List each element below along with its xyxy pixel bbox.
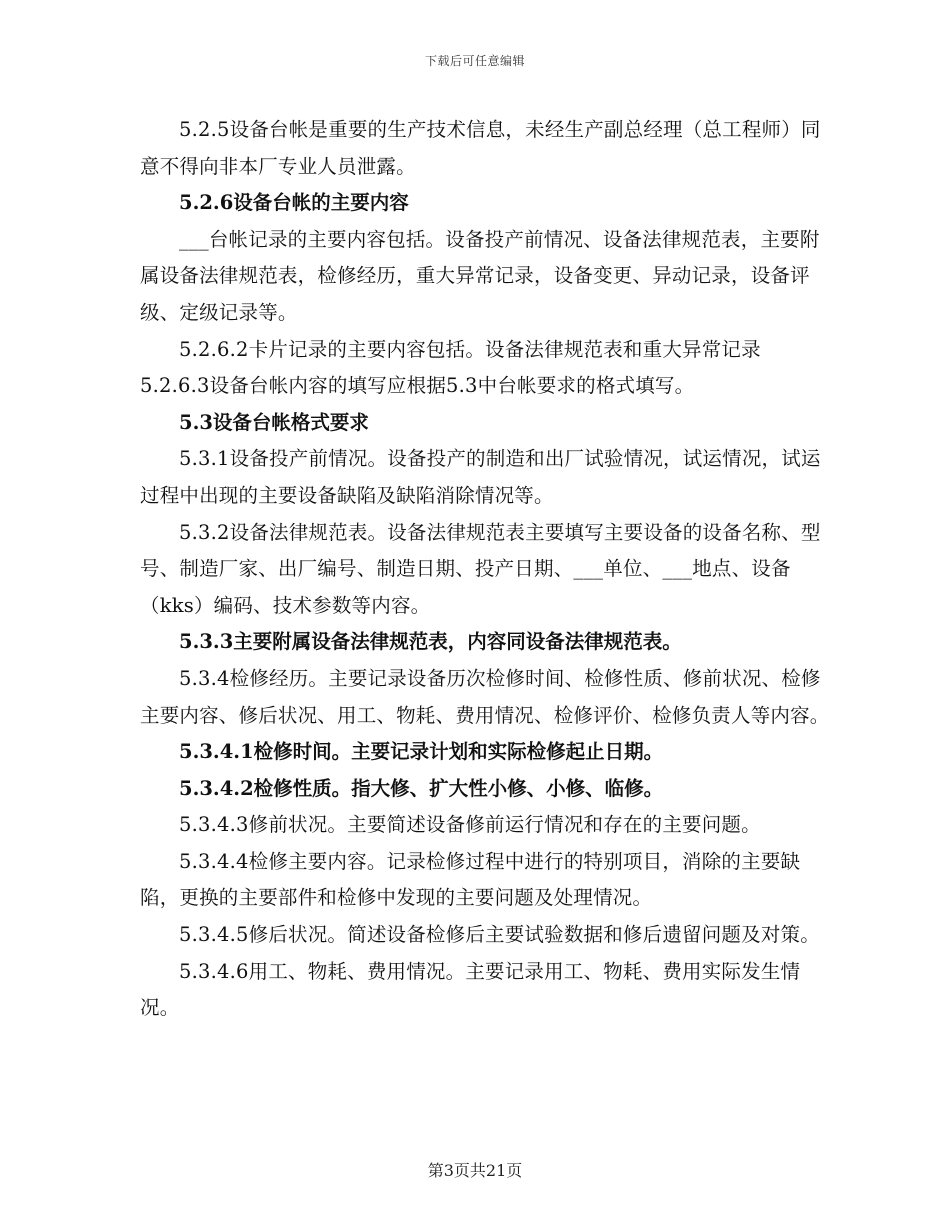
paragraph-5-3-1: 5.3.1设备投产前情况。设备投产的制造和出厂试验情况，试运情况，试运过程中出现的主要设备缺陷及缺陷消除情况等。 (140, 447, 821, 507)
document-body (140, 112, 830, 1027)
paragraph-5-3-4-6: 5.3.4.6用工、物耗、费用情况。主要记录用工、物耗、费用实际发生情况。 (140, 959, 801, 1020)
paragraph-5-3-4-2: 5.3.4.2检修性质。指大修、扩大性小修、小修、临修。 (179, 776, 664, 800)
paragraph-5-3-4: 5.3.4检修经历。主要记录设备历次检修时间、检修性质、修前状况、检修主要内容、修后状况、用工、物耗、费用情况、检修评价、检修负责人等内容。 (140, 666, 830, 727)
heading-5-2-6: 5.2.6设备台帐的主要内容 (179, 191, 409, 215)
paragraph-5-2-5: 5.2.5设备台帐是重要的生产技术信息，未经生产副总经理（总工程师）同意不得向非本厂专业人员泄露。 (140, 118, 821, 178)
paragraph-5-2-6-2: 5.2.6.2卡片记录的主要内容包括。设备法律规范表和重大异常记录5.2.6.3设备台帐内容的填写应根据5.3中台帐要求的格式填写。 (140, 337, 761, 398)
page-footer: 第3页共21页 (427, 1161, 523, 1180)
paragraph-5-3-4-5: 5.3.4.5修后状况。简述设备检修后主要试验数据和修后遗留问题及对策。 (179, 923, 820, 947)
heading-5-3: 5.3设备台帐格式要求 (179, 410, 369, 434)
paragraph-5-3-2: 5.3.2设备法律规范表。设备法律规范表主要填写主要设备的设备名称、型号、制造厂家、出厂编号、制造日期、投产日期、___单位、___地点、设备（kks）编码、技术参数等内容。 (140, 520, 821, 617)
paragraph-5-3-4-3: 5.3.4.3修前状况。主要简述设备修前运行情况和存在的主要问题。 (179, 813, 761, 837)
paragraph-5-3-4-1: 5.3.4.1检修时间。主要记录计划和实际检修起止日期。 (179, 740, 664, 764)
paragraph-5-3-3: 5.3.3主要附属设备法律规范表，内容同设备法律规范表。 (179, 630, 682, 654)
page-header: 下载后可任意编辑 (424, 54, 525, 68)
paragraph-5-2-6-1: ___台帐记录的主要内容包括。设备投产前情况、设备法律规范表，主要附属设备法律规范表，检修经历，重大异常记录，设备变更、异动记录，设备评级、定级记录等。 (140, 227, 820, 324)
paragraph-5-3-4-4: 5.3.4.4检修主要内容。记录检修过程中进行的特别项目，消除的主要缺陷，更换的主要部件和检修中发现的主要问题及处理情况。 (140, 849, 801, 910)
